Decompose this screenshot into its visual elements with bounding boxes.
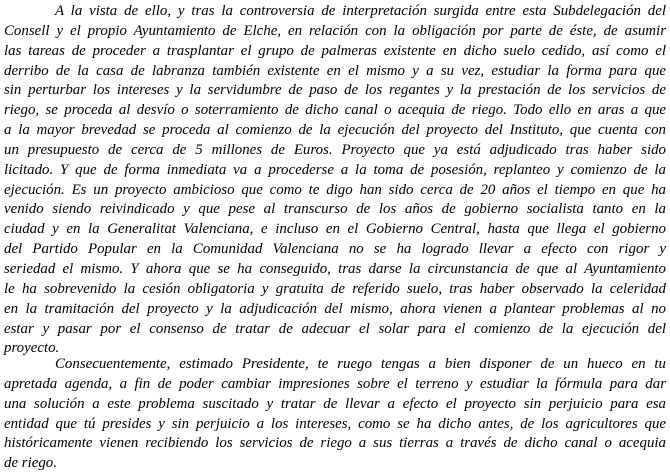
text-line: Consell y el propio Ayuntamiento de Elche, en relación con la obligación por parte de éste, de asumir	[4, 22, 666, 39]
text-line: una solución a este problema suscitado y tratar de llevar a efecto el proyecto sin perjuicio para esa	[4, 395, 666, 412]
text-line: ejecución. Es un proyecto ambicioso que como te digo han sido cerca de 20 años el tiempo en que ha	[4, 181, 666, 198]
paragraph-meeting-request	[4, 355, 666, 474]
text-line: proyecto.	[4, 340, 60, 357]
text-line: venido siendo reivindicado y que pese al transcurso de los años de gobierno socialista tanto en la	[4, 201, 666, 218]
text-line: un presupuesto de cerca de 5 millones de Euros. Proyecto que ya está adjudicado tras haber sido	[4, 141, 666, 158]
text-line: ciudad y en la Generalitat Valenciana, e incluso en el Gobierno Central, hasta que llega el gobierno	[4, 221, 666, 238]
paragraph-instituto-project	[4, 2, 666, 359]
text-line: le ha sobrevenido la cesión obligatoria y gratuita de referido suelo, tras haber observado la celeridad	[4, 280, 666, 297]
text-line: de riego.	[4, 455, 57, 472]
text-line: en la tramitación del proyecto y la adjudicación del mismo, ahora vienen a plantear problemas al no	[4, 300, 666, 317]
text-line: las tareas de proceder a trasplantar el grupo de palmeras existente en dicho suelo cedido, así como el	[4, 42, 666, 59]
text-line: del Partido Popular en la Comunidad Valenciana no se ha logrado llevar a efecto con rigor y	[4, 241, 666, 258]
text-line: seriedad el mismo. Y ahora que se ha conseguido, tras darse la circunstancia de que al Ayuntamiento	[4, 260, 666, 277]
text-line: entidad que tú presides y sin perjuicio a los intereses, como se ha dicho antes, de los agricultores que	[4, 415, 666, 432]
text-line: a la mayor brevedad se proceda al comienzo de la ejecución del proyecto del Instituto, que cuenta con	[4, 122, 666, 139]
text-line: A la vista de ello, y tras la controversia de interpretación surgida entre esta Subdelegación del	[55, 3, 666, 19]
text-line: Consecuentemente, estimado Presidente, te ruego tengas a bien disponer de un hueco en tu	[55, 356, 666, 372]
text-line: sin perturbar los intereses y la servidumbre de paso de los regantes y la prestación de los servicios de	[4, 82, 666, 99]
text-line: históricamente vienen recibiendo los servicios de riego a sus tierras a través de dicho canal o acequia	[4, 435, 666, 452]
text-line: derribo de la casa de labranza también existente en el mismo y a su vez, estudiar la forma para que	[4, 62, 666, 79]
text-line: apretada agenda, a fin de poder cambiar impresiones sobre el terreno y estudiar la fórmula para dar	[4, 375, 666, 392]
text-line: estar y pasar por el consenso de tratar de adecuar el solar para el comienzo de la ejecución del	[4, 320, 666, 337]
text-line: riego, se proceda al desvío o soterramiento de dicho canal o acequia de riego. Todo ello en aras a que	[4, 102, 666, 119]
text-line: licitado. Y que de forma inmediata va a procederse a la toma de posesión, replanteo y comienzo de la	[4, 161, 666, 178]
